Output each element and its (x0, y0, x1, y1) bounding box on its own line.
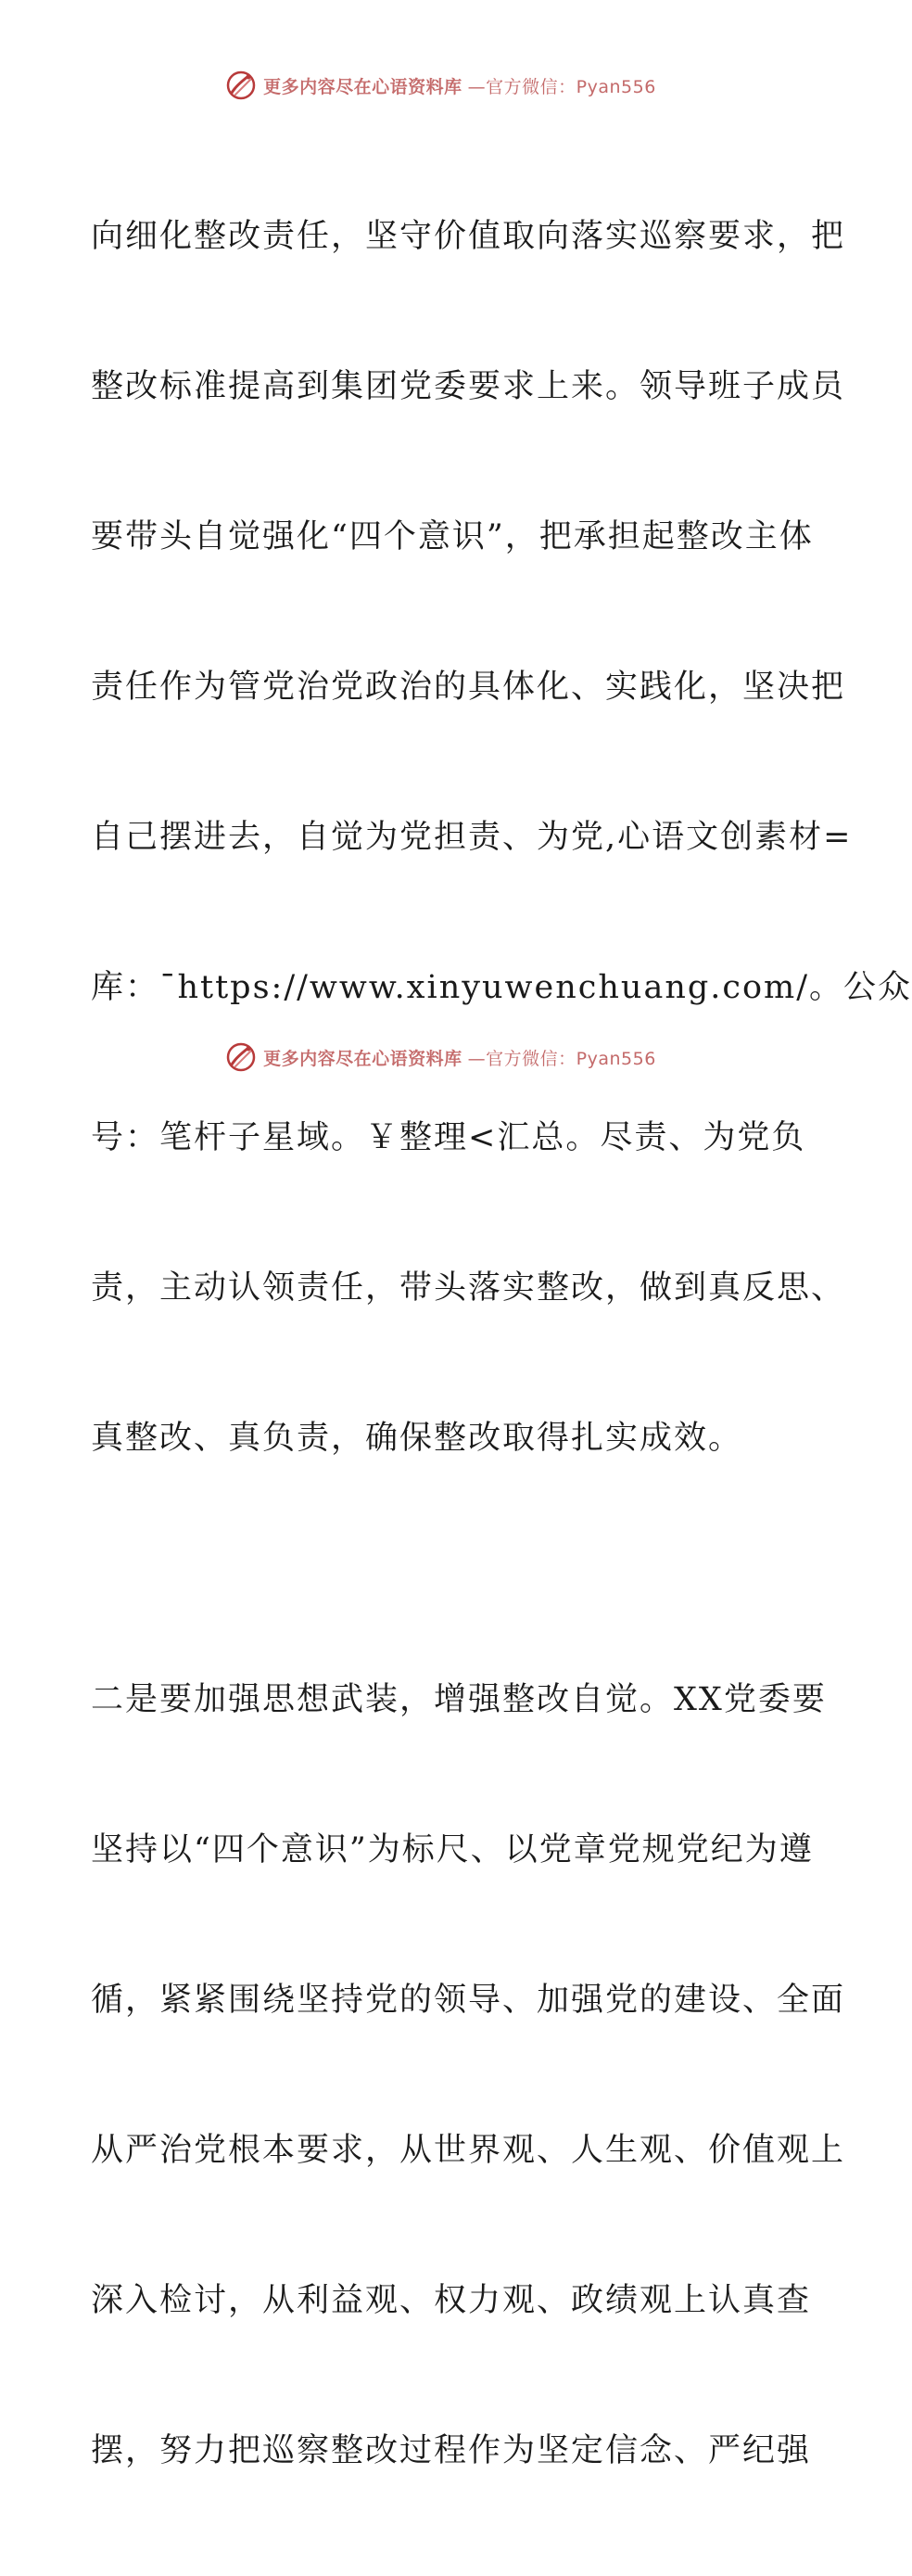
header-banner (0, 67, 880, 104)
footer-site-name: 更多内容尽在心语资料库 (263, 1048, 462, 1069)
document-body (91, 111, 912, 2576)
text-line: 坚持以“四个意识”为标尺、以党章党规党纪为遵 (91, 1831, 814, 1868)
footer-banner (0, 1039, 880, 1076)
text-line: 摆，努力把巡察整改过程作为坚定信念、严纪强 (91, 2432, 812, 2469)
text-line: 循，紧紧围绕坚持党的领导、加强党的建设、全面 (91, 1982, 846, 2019)
text-line: 整改标准提高到集团党委要求上来。领导班子成员 (91, 368, 846, 405)
text-line: 二是要加强思想武装，增强整改自觉。XX党委要 (91, 1681, 827, 1718)
text-line: 从严治党根本要求，从世界观、人生观、价值观上 (91, 2132, 846, 2169)
text-line: 要带头自觉强化“四个意识”，把承担起整改主体 (91, 518, 814, 555)
footer-wechat-id: —官方微信：Pyan556 (467, 1048, 656, 1069)
header-wechat-id: —官方微信：Pyan556 (467, 76, 656, 97)
paragraph-2 (91, 1575, 846, 2576)
pen-logo-icon (224, 69, 258, 102)
text-line: 自己摆进去，自觉为党担责、为党,心语文创素材= (91, 819, 853, 856)
text-line: 深入检讨，从利益观、权力观、政绩观上认真查 (91, 2282, 812, 2319)
text-line: 库：¯https://www.xinyuwenchuang.com/。公众 (91, 969, 912, 1006)
text-line: 责任作为管党治党政治的具体化、实践化，坚决把 (91, 669, 846, 706)
text-line: 向细化整改责任，坚守价值取向落实巡察要求，把 (91, 218, 846, 255)
pen-logo-icon (224, 1040, 258, 1074)
paragraph-1 (91, 111, 912, 1563)
header-site-name: 更多内容尽在心语资料库 (263, 76, 462, 97)
text-line: 真整改、真负责，确保整改取得扎实成效。 (91, 1420, 743, 1457)
text-line: 责，主动认领责任，带头落实整改，做到真反思、 (91, 1269, 846, 1307)
text-line: 号：笔杆子星域。￥整理<汇总。尽责、为党负 (91, 1119, 806, 1156)
